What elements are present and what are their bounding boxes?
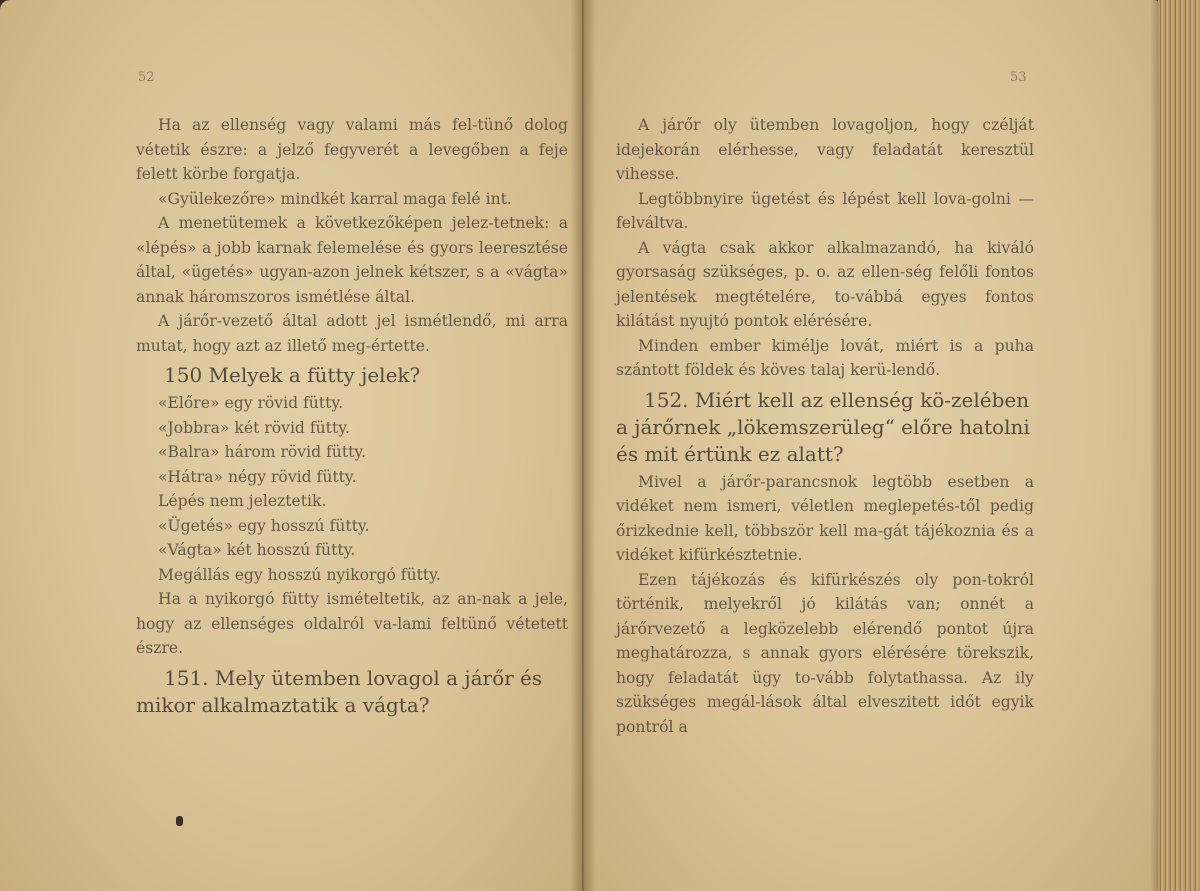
- paragraph: Ha a nyikorgó fütty ismételtetik, az an-nak a jele, hogy az ellenséges oldalról va-lami feltünő vétetett észre.: [136, 590, 568, 657]
- paragraph: A járőr oly ütemben lovagoljon, hogy czélját idejekorán elérhesse, vagy feladatát keresztül vihesse.: [616, 116, 1034, 183]
- book-gutter: [570, 0, 596, 891]
- paragraph: A járőr-vezető által adott jel ismétlendő, mi arra mutat, hogy azt az illető meg-értette.: [136, 312, 568, 355]
- paragraph: Mivel a járőr-parancsnok legtöbb esetben a vidéket nem ismeri, véletlen meglepetés-től pedig őrizkednie kell, többször kell ma-gát tájékoznia és a vidéket kifürkésztetnie.: [616, 472, 1034, 564]
- right-page: [582, 0, 1160, 891]
- whistle-signal-line: «Vágta» két hosszú fütty.: [158, 541, 356, 559]
- section-heading-150: 150 Melyek a fütty jelek?: [164, 363, 421, 387]
- paragraph: Ha az ellenség vagy valami más fel-tünő dolog vétetik észre: a jelző fegyverét a levegőben a feje felett körbe forgatja.: [136, 116, 568, 183]
- whistle-signal-line: Lépés nem jeleztetik.: [158, 492, 327, 510]
- ink-blot-mark: [176, 816, 183, 826]
- left-page-text: [136, 113, 568, 721]
- whistle-signal-line: «Előre» egy rövid fütty.: [158, 394, 344, 412]
- whistle-signal-line: «Ügetés» egy hosszú fütty.: [158, 516, 370, 535]
- left-page: [0, 0, 582, 891]
- page-number-left: 52: [138, 70, 155, 85]
- section-heading-151: 151. Mely ütemben lovagol a járőr és mikor alkalmaztatik a vágta?: [136, 665, 543, 717]
- paragraph: «Gyülekezőre» mindkét karral maga felé int.: [158, 189, 512, 208]
- whistle-signal-line: «Hátra» négy rövid fütty.: [158, 467, 357, 486]
- whistle-signal-line: «Jobbra» két rövid fütty.: [158, 418, 350, 437]
- right-page-text: [616, 113, 1034, 739]
- section-heading-152: 152. Miért kell az ellenség kö-zelében a járőrnek „lökemszerüleg“ előre hatolni és mit értünk ez alatt?: [616, 387, 1030, 466]
- paragraph: A vágta csak akkor alkalmazandó, ha kiváló gyorsaság szükséges, p. o. az ellen-ség felőli fontos jelentések megtételére, to-vábbá egyes fontos kilátást nyujtó pontok elérésére.: [616, 238, 1034, 330]
- paragraph: Minden ember kimélje lovát, miért is a puha szántott földek és köves talaj kerü-lendő.: [616, 336, 1034, 379]
- paragraph: A menetütemek a következőképen jelez-tetnek: a «lépés» a jobb karnak felemelése és gyors leeresztése által, «ügetés» ugyan-azon jelnek kétszer, s a «vágta» annak háromszoros ismétlése által.: [136, 214, 568, 306]
- page-block-edge: [1158, 0, 1200, 891]
- whistle-signal-line: Megállás egy hosszú nyikorgó fütty.: [158, 565, 441, 584]
- page-number-right: 53: [1010, 70, 1027, 85]
- paragraph: Ezen tájékozás és kifürkészés oly pon-tokról történik, melyekről jó kilátás van; onnét a járőrvezető a legközelebb elérendő pontot újra meghatározza, s annak gyors elérésére törekszik, hogy feladatát ügy to-vább folytathassa. Az ily szükséges megál-lások által elveszitett időt egyik pontról a: [616, 570, 1034, 736]
- paragraph: Legtöbbnyire ügetést és lépést kell lova-golni — felváltva.: [616, 189, 1034, 232]
- whistle-signal-line: «Balra» három rövid fütty.: [158, 443, 367, 461]
